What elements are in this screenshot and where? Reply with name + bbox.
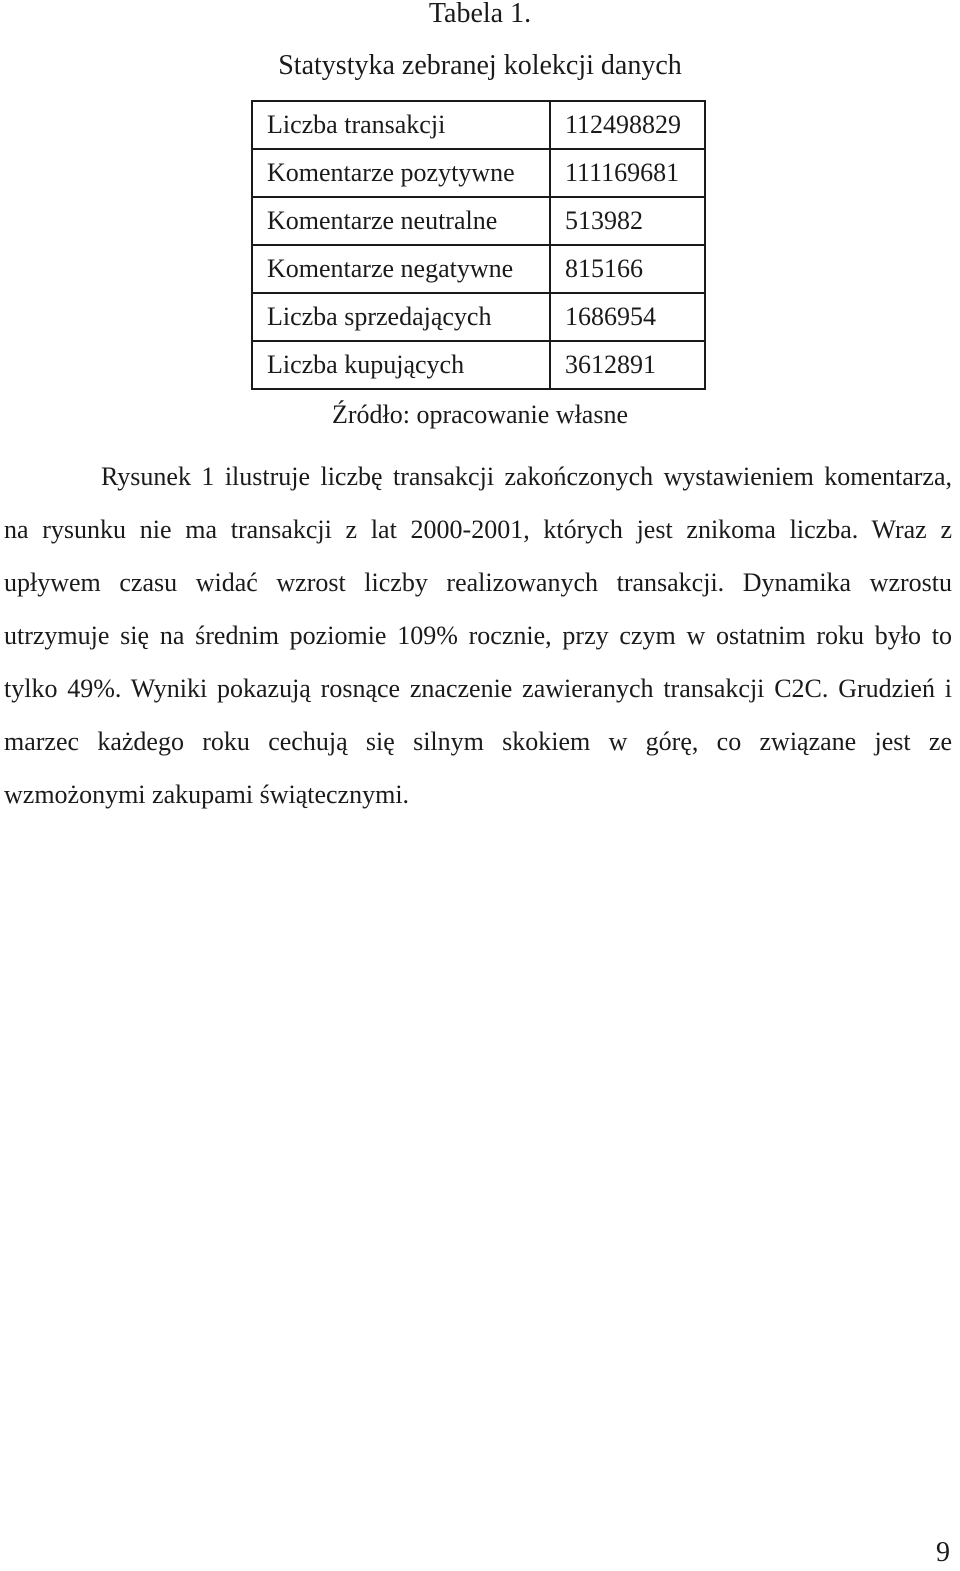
table-caption-title: Statystyka zebranej kolekcji danych [278, 50, 682, 81]
table-cell-value: 1686954 [550, 293, 705, 341]
table-source-note: Źródło: opracowanie własne [331, 400, 628, 429]
statistics-table [251, 100, 706, 390]
table-cell-value: 112498829 [550, 101, 705, 149]
table-cell-label: Komentarze pozytywne [252, 149, 550, 197]
table-cell-label: Liczba sprzedających [252, 293, 550, 341]
table-cell-value: 3612891 [550, 341, 705, 389]
table-cell-label: Liczba kupujących [252, 341, 550, 389]
table-row [252, 149, 705, 197]
page-number: 9 [936, 1537, 950, 1568]
table-cell-value: 111169681 [550, 149, 705, 197]
table-row [252, 197, 705, 245]
table-row [252, 293, 705, 341]
table-row [252, 341, 705, 389]
table-row [252, 245, 705, 293]
table-row [252, 101, 705, 149]
table-cell-label: Komentarze neutralne [252, 197, 550, 245]
table-cell-label: Komentarze negatywne [252, 245, 550, 293]
table-cell-value: 513982 [550, 197, 705, 245]
table-cell-value: 815166 [550, 245, 705, 293]
body-paragraph: Rysunek 1 ilustruje liczbę transakcji zakończonych wystawieniem komentarza, na rysunku nie ma transakcji z lat 2000-2001, których jest znikoma liczba. Wraz z upływem czasu widać wzrost liczby realizowanych transakcji. Dynamika wzrostu utrzymuje się na średnim poziomie 109% rocznie, przy czym w ostatnim roku było to tylko 49%. Wyniki pokazują rosnące znaczenie zawieranych transakcji C2C. Grudzień i marzec każdego roku cechują się silnym skokiem w górę, co związane jest ze wzmożonymi zakupami świątecznymi. [4, 462, 952, 809]
table-cell-label: Liczba transakcji [252, 101, 550, 149]
table-caption-label: Tabela 1. [428, 0, 532, 29]
